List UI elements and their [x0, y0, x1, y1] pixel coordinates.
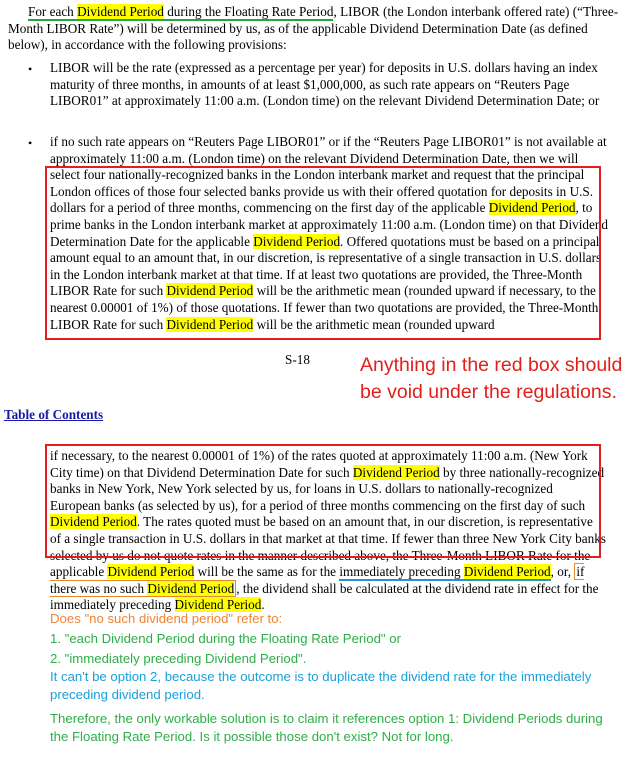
option-one: 1. "each Dividend Period during the Floating Rate Period" or [50, 631, 401, 646]
green-underlined-phrase: For each Dividend Period during the Floating Rate Period [28, 4, 334, 19]
bullet-marker: • [28, 136, 33, 150]
bullet-no-such-rate: if no such rate appears on “Reuters Page LIBOR01” or if the “Reuters Page LIBOR01” is not available at approximately 11:00 a.m. (London time) on the relevant Dividend Determination Date, then we will select four nationally-recognized banks in the London interbank market and request that the principal London offices of those four selected banks provide us with their offered quotation for deposits in U.S. dollars for a period of three months, commencing on the first day of the applicable Dividend Period, to prime banks in the London interbank market at approximately 11:00 a.m. (London time) on that Dividend Determination Date for the applicable Dividend Period. Offered quotations must be based on a principal amount equal to an amount that, in our discretion, is representative of a single transaction in U.S. dollars in the London interbank market at that time. If at least two quotations are provided, the Three-Month LIBOR Rate for such Dividend Period will be the arithmetic mean (rounded upward if necessary, to the nearest 0.00001 of 1%) of those quotations. If fewer than two quotations are provided, the Three-Month LIBOR Rate for such Dividend Period will be the arithmetic mean (rounded upward [50, 134, 609, 332]
continuation-paragraph: if necessary, to the nearest 0.00001 of 1%) of the rates quoted at approximately 11:00 a.m. (New York City time) on that Dividend Determination Date for such Dividend Period by three nationally-recognized banks in New York, New York selected by us, for loans in U.S. dollars to nationally-recognized European banks (as selected by us), for a period of three months commencing on the first day of such Dividend Period. The rates quoted must be based on an amount that, in our discretion, is representative of a single transaction in U.S. dollars in that market at that time. If fewer than three New York City banks selected by us do not quote rates in the manner described above, the Three-Month LIBOR Rate for the applicable Dividend Period will be the same as for the immediately preceding Dividend Period, or, if there was no such Dividend Period , the dividend shall be calculated at the dividend rate in effect for the immediately preceding Dividend Period. [50, 448, 606, 613]
red-annotation: Anything in the red box should be void under the regulations. [360, 354, 623, 403]
cyan-commentary: It can't be option 2, because the outcome is to duplicate the dividend rate for the immediately preceding dividend period. [50, 669, 592, 702]
red-box-bottom [45, 444, 601, 558]
bullet-marker: • [28, 62, 33, 76]
red-box-top [45, 166, 601, 340]
highlight-dividend-period: Dividend Period [77, 4, 164, 19]
blue-underlined-phrase: immediately preceding Dividend Period [339, 564, 551, 580]
page-number: S-18 [285, 352, 310, 367]
orange-boxed-phrase: if there was no such Dividend Period [50, 564, 585, 596]
bullet-libor-rate: LIBOR will be the rate (expressed as a percentage per year) for deposits in U.S. dollars having an index maturity of three months, in amounts of at least $1,000,000, as such rate appears on “Reuters Page LIBOR01” at approximately 11:00 a.m. (London time) on the relevant Dividend Determination Date; or [50, 60, 600, 109]
intro-paragraph: For each Dividend Period during the Floating Rate Period, LIBOR (the London interbank offered rate) (“Three-Month LIBOR Rate”) will be determined by us, as of the applicable Dividend Determination Date (as defined below), in accordance with the following provisions: [8, 4, 619, 53]
option-two: 2. "immediately preceding Dividend Period". [50, 651, 307, 666]
question-text: Does "no such dividend period" refer to: [50, 611, 283, 626]
table-of-contents-link[interactable]: Table of Contents [4, 407, 104, 422]
green-commentary: Therefore, the only workable solution is to claim it references option 1: Dividend Periods during the Floating Rate Period. Is it possible those don't exist? Not for long. [50, 711, 603, 744]
